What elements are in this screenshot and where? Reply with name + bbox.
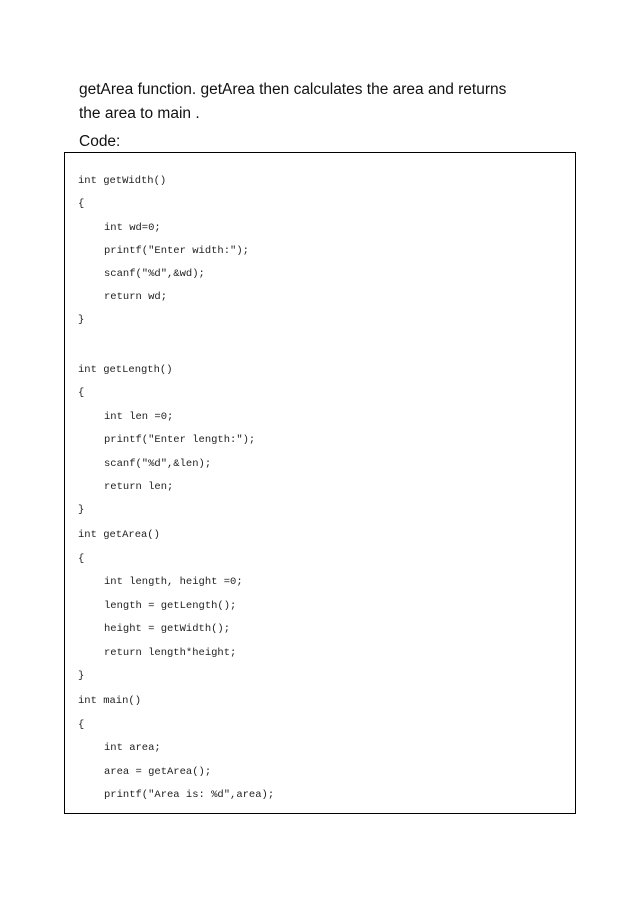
code-line: { [78, 553, 85, 565]
code-line: int len =0; [104, 411, 174, 423]
code-line: } [78, 670, 85, 682]
intro-line-2: the area to main . [79, 105, 200, 122]
code-line: int length, height =0; [104, 576, 243, 588]
code-line: { [78, 387, 85, 399]
code-line: printf("Enter length:"); [104, 434, 256, 446]
code-line: } [78, 314, 85, 326]
code-line: int getArea() [78, 529, 160, 541]
code-line: return length*height; [104, 647, 237, 659]
code-line: { [78, 198, 85, 210]
code-line: } [78, 504, 85, 516]
code-line: printf("Enter width:"); [104, 245, 249, 257]
code-line: return wd; [104, 291, 168, 303]
code-line: int getWidth() [78, 175, 167, 187]
code-line: int main() [78, 695, 142, 707]
code-line: scanf("%d",&wd); [104, 268, 205, 280]
intro-line-1: getArea function. getArea then calculates the area and returns [79, 81, 507, 98]
code-line: int getLength() [78, 364, 173, 376]
code-line: int area; [104, 742, 161, 754]
code-line: { [78, 719, 85, 731]
code-line: scanf("%d",&len); [104, 458, 212, 470]
code-block [64, 152, 576, 814]
intro-paragraph [79, 78, 579, 126]
code-line: height = getWidth(); [104, 623, 231, 635]
code-line: area = getArea(); [104, 766, 212, 778]
code-line: int wd=0; [104, 222, 161, 234]
code-line: printf("Area is: %d",area); [104, 789, 275, 801]
code-line: length = getLength(); [104, 600, 237, 612]
code-line: return len; [104, 481, 174, 493]
code-label: Code: [79, 133, 121, 150]
